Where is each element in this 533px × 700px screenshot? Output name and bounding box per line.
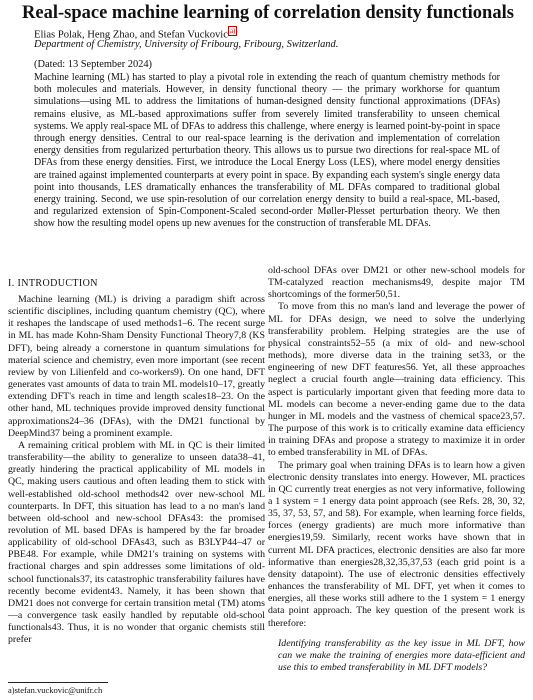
intro-paragraph: Machine learning (ML) is driving a paradigm shift across scientific disciplines, including quantum chemistry (QC), where it reshapes the landscape of used methods1–6. The recent surge in ML has made Kohn-Sham Density Functional Theory7,8 (KS DFT), being already a cornerstone in quantum simulations for material science and chemistry, even more important (see recent review by von Lilienfeld and co-workers9). On one hand, DFT generates vast amounts of data to train ML models10–17, greatly extending DFT's reach in time and length scales18–23. On the other hand, ML techniques provide improved density functional approximations24–36 (DFAs), with the DM21 functional by DeepMind37 being a prominent example. (8, 294, 265, 439)
left-column (8, 294, 265, 647)
author-names: Elias Polak, Heng Zhao, and Stefan Vuckovic (34, 29, 228, 41)
intro-paragraph: old-school DFAs over DM21 or other new-school models for TM-catalyzed reaction mechanisms49, despite major TM shortcomings of the former50,51. (268, 265, 525, 301)
intro-paragraph: The primary goal when training DFAs is to learn how a given electronic density translates into energy. However, ML practices in QC currently treat energies as not very informative, following a 1 system = 1 energy data point approach (see Refs. 28, 30, 32, 35, 37, 53, 57, and 58). For example, when learning force fields, forces (energy gradients) are much more informative than energies19,59. Similarly, recent works have shown that in current ML DFA practices, electronic densities are also far more informative than energies28,32,35,37,53 (each grid point is a density datapoint). The use of electronic densities effectively enhances the transferability of ML DFT, yet when it comes to energies, all these works still adhere to the 1 system = 1 energy data point approach. The key question of the present work is therefore: (268, 459, 525, 629)
paper-title: Real-space machine learning of correlation density functionals (22, 3, 514, 23)
affiliation: Department of Chemistry, University of Fribourg, Fribourg, Switzerland. (34, 39, 339, 50)
footnote-email[interactable]: a)stefan.vuckovic@unifr.ch (8, 685, 103, 695)
author-footnote-mark[interactable]: a) (229, 27, 236, 35)
date-line: (Dated: 13 September 2024) (34, 59, 153, 70)
intro-paragraph: A remaining critical problem with ML in QC is their limited transferability—the ability to generalize to unseen data38–41, greatly hindering the practical applicability of ML models in QC, making users cautious and often leading them to stick with well-established old-school methods42 over new-school ML counterparts. In DFT, this situation has lead to a no man's land between old-school and new-school DFAs43: the promised revolution of ML based DFAs is hampered by the far broader applicability of old-school DFAs43, such as B3LYP44–47 or PBE48. For example, while DM21's training on systems with fractional charges and spin addresses some limitations of old-school functionals37, its catastrophic transferability failures have recently become evident43. Namely, it has been shown that DM21 does not converge for certain transition metal (TM) atoms—a convergence task easily handled by reputable old-school functionals43. Thus, it is no wonder that organic chemists still prefer (8, 439, 265, 646)
right-column (268, 265, 525, 674)
intro-paragraph: To move from this no man's land and leverage the power of ML for DFAs design, we need to solve the underlying transferability problem. Helping strategies are the use of physical constraints52–55 (a mix of old- and new-school methods), more diverse data in the training set33, or the engineering of new DFT features56. Yet, all these approaches neglect a crucial fourth angle—training data efficiency. This aspect is particularly important given that feeding more data to ML models can become a never-ending game due to the data hunger in ML models and the vastness of chemical space23,57. The purpose of this work is to critically examine data efficiency in training DFAs and propose a strategy to maximize it in order to embed transferability in ML of DFAs. (268, 301, 525, 459)
key-question-quote: Identifying transferability as the key issue in ML DFT, how can we make the training of energies more data-efficient and use this to embed transferability in ML DFT models? (278, 637, 525, 673)
footnote-rule (8, 682, 108, 683)
abstract: Machine learning (ML) has started to play a pivotal role in extending the reach of quantum chemistry methods for both molecules and materials. However, in density functional theory — the primary workhorse for quantum simulations—using ML to address the limitations of human-designed density functional approximations (DFAs) remains elusive, as ML-based approximations suffer from severely limited transferability to unseen chemical systems. We apply real-space ML of DFAs to address this challenge, where energy is learned point-by-point in space through energy densities. Central to our real-space learning is the derivation and implementation of correlation energy densities from regularized perturbation theory. This allows us to pursue two directions for real-space ML of DFAs from these energy densities. First, we introduce the Local Energy Loss (LES), where model energy densities are trained against implemented counterparts at every point in space. By expanding each system's single energy data point into thousands, LES dramatically enhances the transferability of ML DFAs compared to traditional global energy training. Second, we use spin-resolution of our correlation energy density to build a real-space, ML-based, and regularized extension of Spin-Component-Scaled second-order Møller-Plesset perturbation theory. We then show how the resulting model opens up new avenues for the construction of transferable ML DFAs. (34, 72, 500, 230)
section-heading-introduction: I. INTRODUCTION (8, 278, 98, 289)
